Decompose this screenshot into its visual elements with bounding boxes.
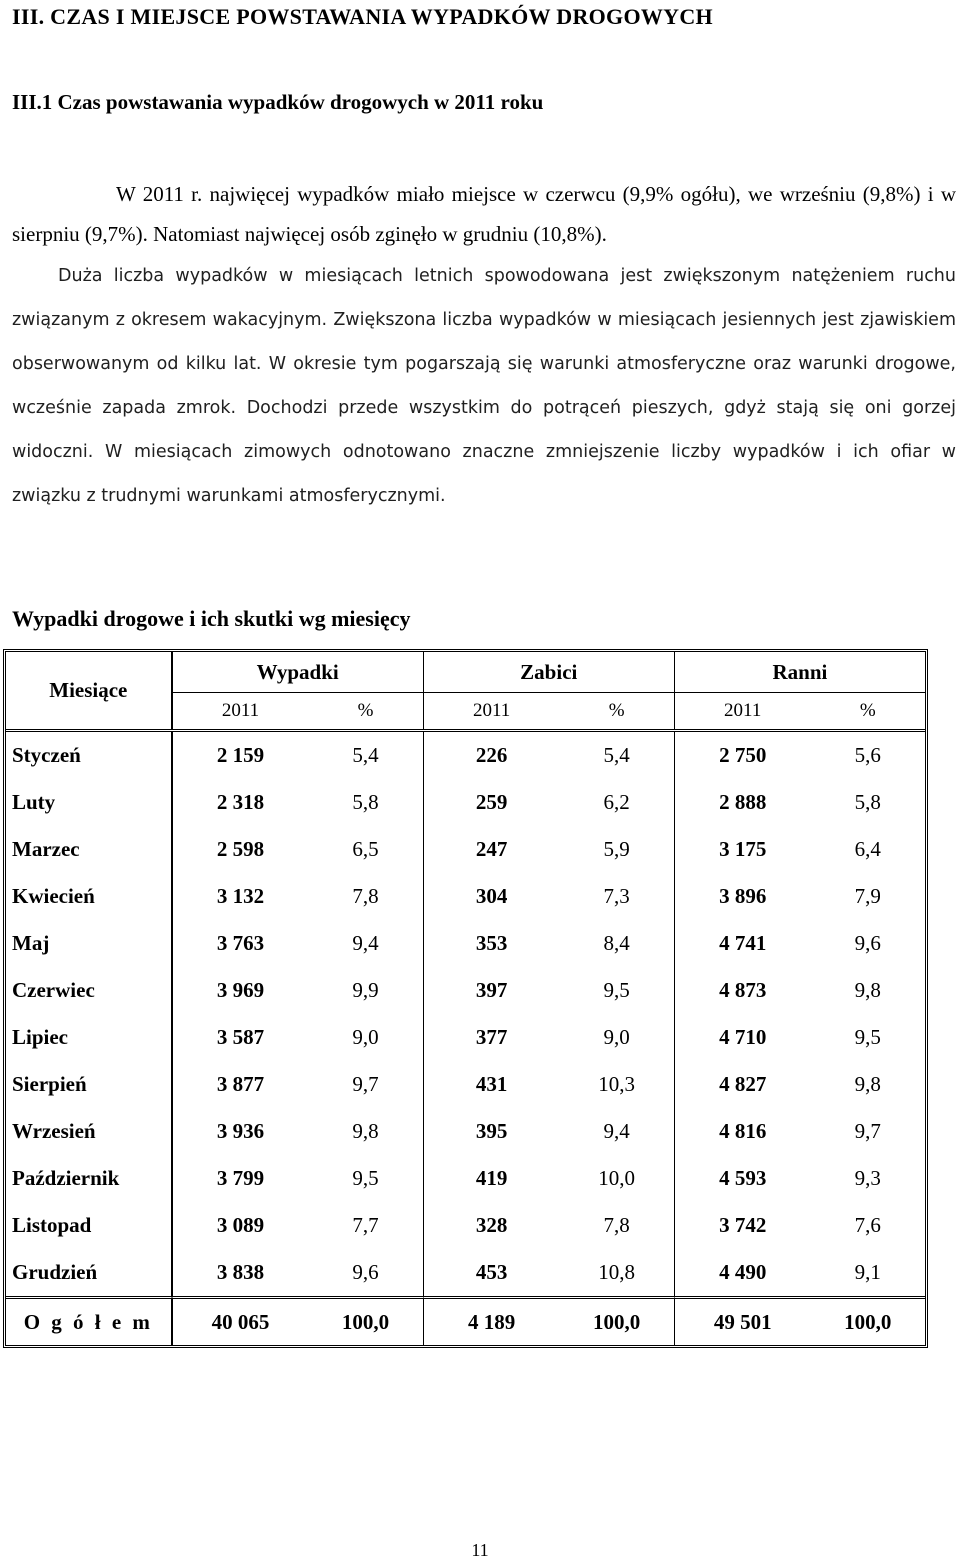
- count-cell: 419: [423, 1155, 560, 1202]
- table-row: [6, 1061, 925, 1108]
- chapter-title: III. CZAS I MIEJSCE POWSTAWANIA WYPADKÓW DROGOWYCH: [12, 4, 713, 29]
- percent-cell: 9,0: [603, 1025, 630, 1049]
- percent-cell: 8,4: [603, 931, 630, 955]
- count-cell: 3 936: [172, 1108, 309, 1155]
- count-cell: 3 877: [172, 1061, 309, 1108]
- subheader-percent: %: [608, 700, 625, 721]
- month-cell: Grudzień: [6, 1249, 172, 1296]
- percent-cell: 5,6: [854, 743, 881, 767]
- total-label: O g ó ł e m: [6, 1296, 172, 1345]
- count-cell: 4 593: [674, 1155, 811, 1202]
- count-cell: 2 598: [172, 826, 309, 873]
- table-row: [6, 779, 925, 826]
- month-cell: Październik: [6, 1155, 172, 1202]
- count-cell: 4 827: [674, 1061, 811, 1108]
- count-cell: 226: [423, 732, 560, 779]
- table-total-row: [6, 1296, 925, 1345]
- count-cell: 3 799: [172, 1155, 309, 1202]
- month-cell: Lipiec: [6, 1014, 172, 1061]
- table-header-row: [6, 652, 925, 693]
- count-cell: 3 742: [674, 1202, 811, 1249]
- table-row: [6, 732, 925, 779]
- percent-cell: 10,3: [598, 1072, 636, 1096]
- subheader-percent: %: [859, 700, 876, 721]
- count-cell: 2 159: [172, 732, 309, 779]
- count-cell: 397: [423, 967, 560, 1014]
- paragraph-explanation: Duża liczba wypadków w miesiącach letnich spowodowana jest zwiększonym natężeniem ruchu związanym z okresem wakacyjnym. Zwiększona liczba wypadków w miesiącach jesiennych jest zjawiskiem obserwowanym od kilku lat. W okresie tym pogarszają się warunki atmosferyczne oraz warunki drogowe, wcześnie zapada zmrok. Dochodzi przede wszystkim do potrąceń pieszych, gdyż stają się oni gorzej widoczni. W miesiącach zimowych odnotowano znaczne zmniejszenie liczby wypadków i ich ofiar w związku z trudnymi warunkami atmosferycznymi.: [12, 266, 956, 506]
- percent-cell: 5,4: [352, 743, 379, 767]
- count-cell: 3 089: [172, 1202, 309, 1249]
- percent-cell: 9,5: [603, 978, 630, 1002]
- count-cell: 395: [423, 1108, 560, 1155]
- subheader-percent: %: [357, 700, 374, 721]
- header-ranni: Ranni: [674, 652, 925, 693]
- count-cell: 353: [423, 920, 560, 967]
- percent-cell: 9,8: [352, 1119, 379, 1143]
- count-cell: 3 132: [172, 873, 309, 920]
- percent-cell: 10,8: [598, 1260, 636, 1284]
- header-months: Miesiące: [6, 652, 172, 729]
- percent-cell: 9,4: [603, 1119, 630, 1143]
- total-count-cell: 49 501: [674, 1296, 811, 1345]
- table-title: Wypadki drogowe i ich skutki wg miesięcy: [12, 606, 411, 631]
- percent-cell: 7,9: [854, 884, 881, 908]
- month-cell: Marzec: [6, 826, 172, 873]
- percent-cell: 7,6: [854, 1213, 881, 1237]
- percent-cell: 9,6: [352, 1260, 379, 1284]
- month-cell: Luty: [6, 779, 172, 826]
- month-cell: Styczeń: [6, 732, 172, 779]
- count-cell: 377: [423, 1014, 560, 1061]
- percent-cell: 5,8: [854, 790, 881, 814]
- percent-cell: 5,8: [352, 790, 379, 814]
- table-row: [6, 1014, 925, 1061]
- total-count-cell: 40 065: [172, 1296, 309, 1345]
- count-cell: 328: [423, 1202, 560, 1249]
- percent-cell: 9,9: [352, 978, 379, 1002]
- page-number: 11: [471, 1540, 489, 1560]
- count-cell: 4 741: [674, 920, 811, 967]
- percent-cell: 10,0: [598, 1166, 636, 1190]
- table-row: [6, 967, 925, 1014]
- percent-cell: 6,4: [854, 837, 881, 861]
- percent-cell: 7,8: [603, 1213, 630, 1237]
- month-cell: Kwiecień: [6, 873, 172, 920]
- count-cell: 3 896: [674, 873, 811, 920]
- count-cell: 4 710: [674, 1014, 811, 1061]
- total-percent-cell: 100,0: [559, 1296, 673, 1345]
- percent-cell: 9,5: [854, 1025, 881, 1049]
- percent-cell: 9,7: [352, 1072, 379, 1096]
- count-cell: 2 318: [172, 779, 309, 826]
- month-cell: Maj: [6, 920, 172, 967]
- table-row: [6, 1155, 925, 1202]
- percent-cell: 7,8: [352, 884, 379, 908]
- count-cell: 453: [423, 1249, 560, 1296]
- percent-cell: 7,7: [352, 1213, 379, 1237]
- count-cell: 431: [423, 1061, 560, 1108]
- header-wypadki: Wypadki: [172, 652, 423, 693]
- percent-cell: 6,5: [352, 837, 379, 861]
- percent-cell: 9,7: [854, 1119, 881, 1143]
- count-cell: 4 873: [674, 967, 811, 1014]
- table-row: [6, 1108, 925, 1155]
- count-cell: 3 969: [172, 967, 309, 1014]
- percent-cell: 9,4: [352, 931, 379, 955]
- count-cell: 304: [423, 873, 560, 920]
- table-row: [6, 1249, 925, 1296]
- subheader-year: 2011: [172, 693, 309, 729]
- table-row: [6, 920, 925, 967]
- total-percent-cell: 100,0: [811, 1296, 925, 1345]
- table-row: [6, 873, 925, 920]
- percent-cell: 9,3: [854, 1166, 881, 1190]
- percent-cell: 6,2: [603, 790, 630, 814]
- percent-cell: 5,9: [603, 837, 630, 861]
- percent-cell: 9,5: [352, 1166, 379, 1190]
- header-zabici: Zabici: [423, 652, 674, 693]
- percent-cell: 9,8: [854, 1072, 881, 1096]
- percent-cell: 7,3: [603, 884, 630, 908]
- month-cell: Wrzesień: [6, 1108, 172, 1155]
- month-cell: Sierpień: [6, 1061, 172, 1108]
- percent-cell: 9,8: [854, 978, 881, 1002]
- count-cell: 2 888: [674, 779, 811, 826]
- accidents-by-month-table: [3, 649, 928, 1348]
- month-cell: Czerwiec: [6, 967, 172, 1014]
- total-count-cell: 4 189: [423, 1296, 560, 1345]
- count-cell: 3 763: [172, 920, 309, 967]
- subheader-year: 2011: [423, 693, 560, 729]
- count-cell: 3 587: [172, 1014, 309, 1061]
- percent-cell: 9,0: [352, 1025, 379, 1049]
- count-cell: 259: [423, 779, 560, 826]
- month-cell: Listopad: [6, 1202, 172, 1249]
- count-cell: 2 750: [674, 732, 811, 779]
- percent-cell: 5,4: [603, 743, 630, 767]
- count-cell: 4 816: [674, 1108, 811, 1155]
- count-cell: 3 838: [172, 1249, 309, 1296]
- table-row: [6, 826, 925, 873]
- paragraph-intro: W 2011 r. najwięcej wypadków miało miejsce w czerwcu (9,9% ogółu), we wrześniu (9,8%) i w sierpniu (9,7%). Natomiast najwięcej osób zginęło w grudniu (10,8%).: [12, 182, 956, 246]
- section-title: III.1 Czas powstawania wypadków drogowych w 2011 roku: [12, 90, 544, 114]
- percent-cell: 9,1: [854, 1260, 881, 1284]
- total-percent-cell: 100,0: [308, 1296, 422, 1345]
- table-row: [6, 1202, 925, 1249]
- count-cell: 4 490: [674, 1249, 811, 1296]
- percent-cell: 9,6: [854, 931, 881, 955]
- count-cell: 247: [423, 826, 560, 873]
- subheader-year: 2011: [674, 693, 811, 729]
- count-cell: 3 175: [674, 826, 811, 873]
